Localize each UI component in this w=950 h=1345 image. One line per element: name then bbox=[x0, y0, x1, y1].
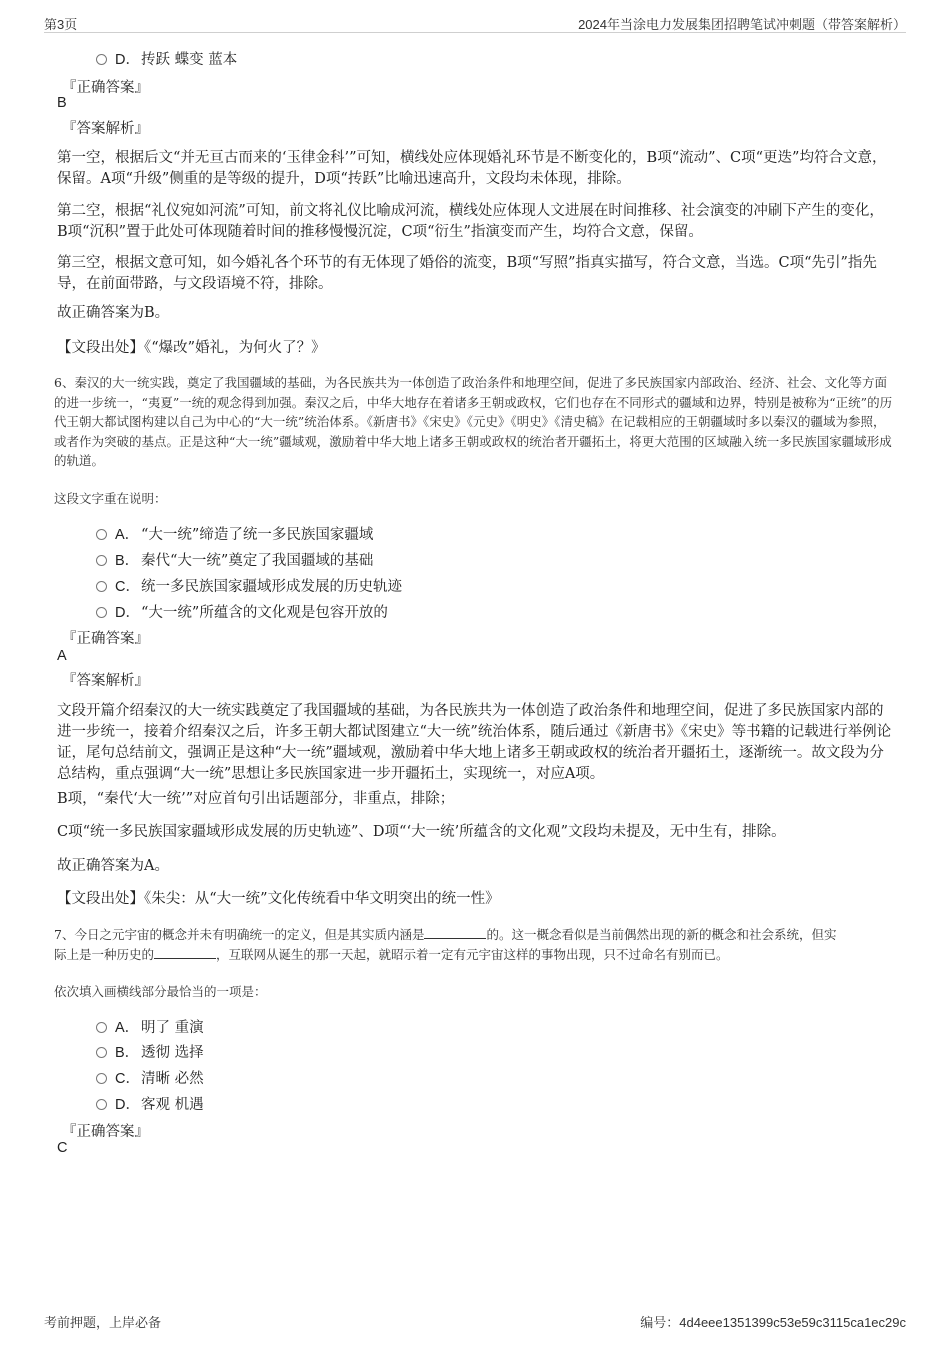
footer-slogan: 考前押题，上岸必备 bbox=[44, 1316, 162, 1331]
radio-icon[interactable] bbox=[96, 529, 107, 540]
q6-option-b[interactable]: B． 秦代“大一统”奠定了我国疆域的基础 bbox=[96, 549, 373, 570]
radio-icon[interactable] bbox=[96, 607, 107, 618]
fill-blank bbox=[154, 946, 216, 959]
q6-answer-label: 『正确答案』 bbox=[62, 631, 149, 647]
q7-option-a[interactable]: A． 明了 重演 bbox=[96, 1016, 204, 1037]
document-code: 编号：4d4eee1351399c53e59c3115ca1ec29c bbox=[640, 1315, 906, 1331]
fill-blank bbox=[424, 926, 486, 939]
q5-answer-label: 『正确答案』 bbox=[62, 80, 149, 96]
q7-answer-label: 『正确答案』 bbox=[62, 1124, 149, 1140]
q5-answer: B bbox=[57, 95, 67, 111]
q5-analysis-label: 『答案解析』 bbox=[62, 121, 149, 137]
q6-option-d[interactable]: D．“大一统”所蕴含的文化观是包容开放的 bbox=[96, 601, 388, 622]
q6-source: 【文段出处】《朱尖：从“大一统”文化传统看中华文明突出的统一性》 bbox=[57, 891, 500, 907]
q7-answer: C bbox=[57, 1140, 68, 1156]
q7-option-b[interactable]: B． 透彻 选择 bbox=[96, 1041, 204, 1062]
q7-option-c[interactable]: C．清晰 必然 bbox=[96, 1067, 204, 1088]
q6-question-text: 6、秦汉的大一统实践，奠定了我国疆域的基础，为各民族共为一体创造了政治条件和地理空间，促进了多民族国家内部政治、经济、社会、文化等方面的进一步统一，“夷夏”一统的观念得到加强。秦汉之后，中华大地存在着诸多王朝或政权，它们也存在不同形式的疆域和边界，特别是被称为“正统”的历代王朝大都试图构建以自己为中心的“大一统”统治体系。《新唐书》《宋史》《元史》《明史》《清史稿》在记载相应的王朝疆域时多以秦汉的疆域为参照，或者作为突破的基点。正是这种“大一统”疆域观，激励着中华大地上诸多王朝或政权的统治者开疆拓土，将更大范围的区域融入统一多民族国家疆域形成的轨道。 bbox=[54, 375, 893, 468]
radio-icon[interactable] bbox=[96, 1022, 107, 1033]
q6-option-c[interactable]: C．统一多民族国家疆域形成发展的历史轨迹 bbox=[96, 575, 402, 596]
q6-analysis-paragraph: 文段开篇介绍秦汉的大一统实践奠定了我国疆域的基础，为各民族共为一体创造了政治条件和地理空间，促进了多民族国家内部的进一步统一，接着介绍秦汉之后，许多王朝大都试图建立“大一统”统治体系，随后通过《新唐书》《宋史》等书籍的记载进行举例论证，尾句总结前文，强调正是这种“大一统”疆域观，激励着中华大地上诸多王朝或政权的统治者开疆拓土，逐渐统一。故文段为分总结构，重点强调“大一统”思想让多民族国家进一步开疆拓土，实现统一，对应A项。 bbox=[57, 703, 892, 782]
q6-analysis-paragraph: B项，“秦代‘大一统’”对应首句引出话题部分，非重点，排除； bbox=[57, 791, 455, 807]
q7-prompt: 依次填入画横线部分最恰当的一项是： bbox=[54, 984, 267, 999]
page-footer bbox=[44, 1312, 906, 1330]
page-number: 第3页 bbox=[44, 17, 78, 32]
radio-icon[interactable] bbox=[96, 1047, 107, 1058]
radio-icon[interactable] bbox=[96, 54, 107, 65]
q5-conclusion: 故正确答案为B。 bbox=[57, 305, 170, 321]
q6-analysis-label: 『答案解析』 bbox=[62, 673, 149, 689]
radio-icon[interactable] bbox=[96, 1099, 107, 1110]
q6-option-a[interactable]: A． “大一统”缔造了统一多民族国家疆域 bbox=[96, 523, 373, 544]
q6-analysis-paragraph: C项“统一多民族国家疆域形成发展的历史轨迹”、D项“‘大一统’所蕴含的文化观”文段均未提及，无中生有，排除。 bbox=[57, 824, 786, 840]
q5-option-d[interactable]: D．抟跃 蝶变 蓝本 bbox=[96, 48, 237, 69]
q5-analysis-paragraph: 第三空，根据文意可知，如今婚礼各个环节的有无体现了婚俗的流变，B项“写照”指真实描写，符合文意，当选。C项“先引”指先导，在前面带路，与文段语境不符，排除。 bbox=[57, 255, 877, 292]
radio-icon[interactable] bbox=[96, 581, 107, 592]
document-title: 2024年当涂电力发展集团招聘笔试冲刺题（带答案解析） bbox=[578, 17, 906, 32]
radio-icon[interactable] bbox=[96, 555, 107, 566]
q5-analysis-paragraph: 第二空，根据“礼仪宛如河流”可知，前文将礼仪比喻成河流，横线处应体现人文进展在时间推移、社会演变的冲刷下产生的变化，B项“沉积”置于此处可体现随着时间的推移慢慢沉淀，C项“衍生”指演变而产生，均符合文意，保留。 bbox=[57, 203, 884, 240]
q5-analysis-paragraph: 第一空，根据后文“并无亘古而来的‘玉律金科’”可知，横线处应体现婚礼环节是不断变化的，B项“流动”、C项“更迭”均符合文意，保留。A项“升级”侧重的是等级的提升，D项“抟跃”比喻迅速高升，文段均未体现，排除。 bbox=[57, 150, 887, 187]
q6-conclusion: 故正确答案为A。 bbox=[57, 858, 169, 874]
q7-option-d[interactable]: D．客观 机遇 bbox=[96, 1093, 204, 1114]
page-header bbox=[44, 12, 906, 33]
q5-source: 【文段出处】《“爆改”婚礼，为何火了？》 bbox=[57, 340, 326, 356]
q6-answer: A bbox=[57, 648, 67, 664]
q7-question-text: 7、今日之元宇宙的概念并未有明确统一的定义，但是其实质内涵是 的。这一概念看似是当前偶然出现的新的概念和社会系统，但实 际上是一种历史的 ，互联网从诞生的那一天起，就昭示着一定有元宇宙这样的事物出现，只不过命名有别而已。 bbox=[54, 927, 837, 962]
q6-prompt: 这段文字重在说明： bbox=[54, 491, 167, 506]
radio-icon[interactable] bbox=[96, 1073, 107, 1084]
